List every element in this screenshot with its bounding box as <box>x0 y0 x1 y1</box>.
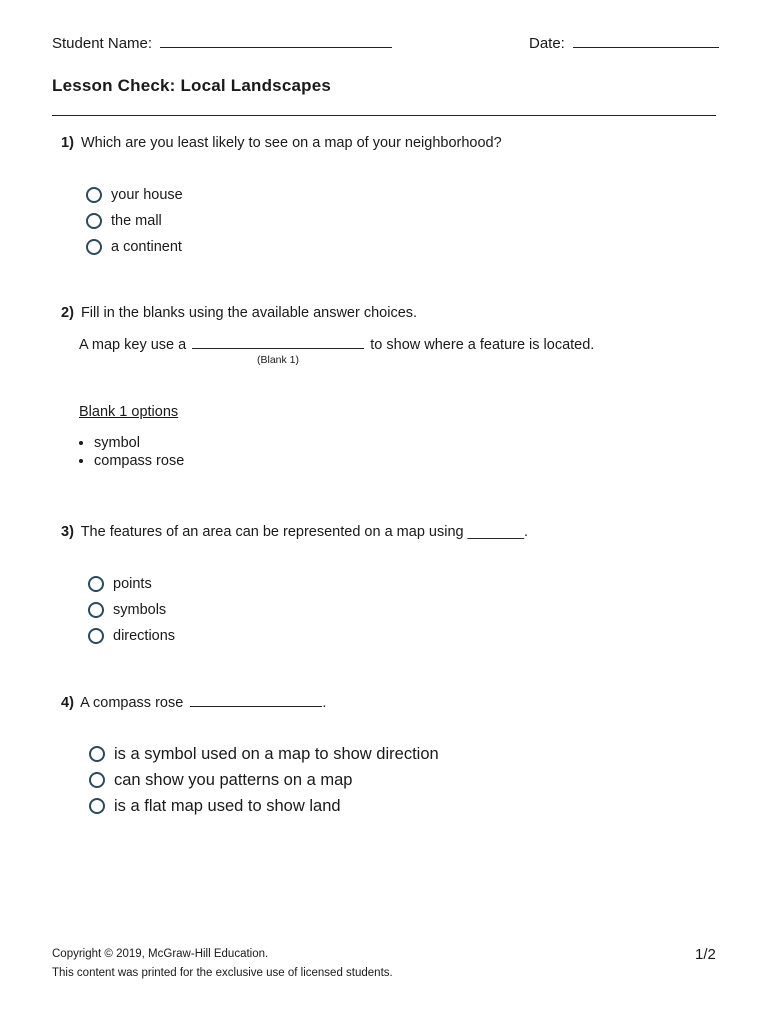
blank-options-list <box>78 434 184 470</box>
answer-option[interactable] <box>86 182 183 208</box>
question-number: 1) <box>61 135 74 151</box>
radio-button[interactable] <box>88 628 104 644</box>
answer-option[interactable] <box>88 623 175 649</box>
list-item: • compass rose <box>94 452 184 470</box>
answer-option[interactable] <box>89 741 439 767</box>
question-3-options <box>88 571 175 649</box>
radio-button[interactable] <box>88 602 104 618</box>
date-row <box>529 32 719 52</box>
blank-1-caption: (Blank 1) <box>257 354 300 366</box>
radio-button[interactable] <box>89 772 105 788</box>
question-1 <box>61 135 502 151</box>
radio-button[interactable] <box>89 798 105 814</box>
answer-option[interactable] <box>86 208 183 234</box>
radio-button[interactable] <box>86 239 102 255</box>
radio-button[interactable] <box>86 213 102 229</box>
student-name-row <box>52 32 392 52</box>
option-label: is a symbol used on a map to show direction <box>114 744 439 763</box>
question-text: The features of an area can be represented on a map using _______. <box>80 524 529 540</box>
license-notice: This content was printed for the exclusive use of licensed students. <box>52 967 393 979</box>
question-2 <box>61 305 417 321</box>
question-text: A compass rose <box>80 695 184 711</box>
option-label: points <box>113 576 152 592</box>
radio-button[interactable] <box>88 576 104 592</box>
blank-options-title: Blank 1 options <box>79 404 179 420</box>
option-label: can show you patterns on a map <box>114 770 353 789</box>
question-3 <box>61 524 528 540</box>
question-number: 4) <box>61 695 74 711</box>
title-divider <box>52 115 716 116</box>
list-item: • symbol <box>94 434 184 452</box>
question-1-options <box>86 182 183 260</box>
blank-line[interactable] <box>190 694 322 707</box>
blank-1-field[interactable] <box>192 334 364 349</box>
question-text-end: . <box>322 695 327 711</box>
option-label: a continent <box>111 239 182 255</box>
question-number: 2) <box>61 305 74 321</box>
answer-option[interactable] <box>86 234 183 260</box>
question-text: Fill in the blanks using the available answer choices. <box>80 305 418 321</box>
option-label: symbols <box>113 602 167 618</box>
student-name-label: Student Name: <box>52 35 153 52</box>
answer-option[interactable] <box>88 571 175 597</box>
question-4-options <box>89 741 439 819</box>
copyright-text: Copyright © 2019, McGraw-Hill Education. <box>52 948 269 960</box>
date-field[interactable] <box>573 32 719 48</box>
question-text: Which are you least likely to see on a map of your neighborhood? <box>80 135 502 151</box>
page-title: Lesson Check: Local Landscapes <box>52 76 332 95</box>
fill-in-sentence <box>79 334 594 353</box>
question-number: 3) <box>61 524 74 540</box>
radio-button[interactable] <box>89 746 105 762</box>
page-number: 1/2 <box>695 946 716 963</box>
radio-button[interactable] <box>86 187 102 203</box>
answer-option[interactable] <box>88 597 175 623</box>
question-4 <box>61 694 326 711</box>
option-label: directions <box>113 628 176 644</box>
sentence-end: to show where a feature is located. <box>370 337 595 353</box>
option-label: the mall <box>111 213 162 229</box>
sentence-start: A map key use a <box>79 337 187 353</box>
answer-option[interactable] <box>89 793 439 819</box>
student-name-field[interactable] <box>160 32 392 48</box>
option-label: your house <box>111 187 183 203</box>
answer-option[interactable] <box>89 767 439 793</box>
date-label: Date: <box>529 35 565 52</box>
option-label: is a flat map used to show land <box>114 796 341 815</box>
